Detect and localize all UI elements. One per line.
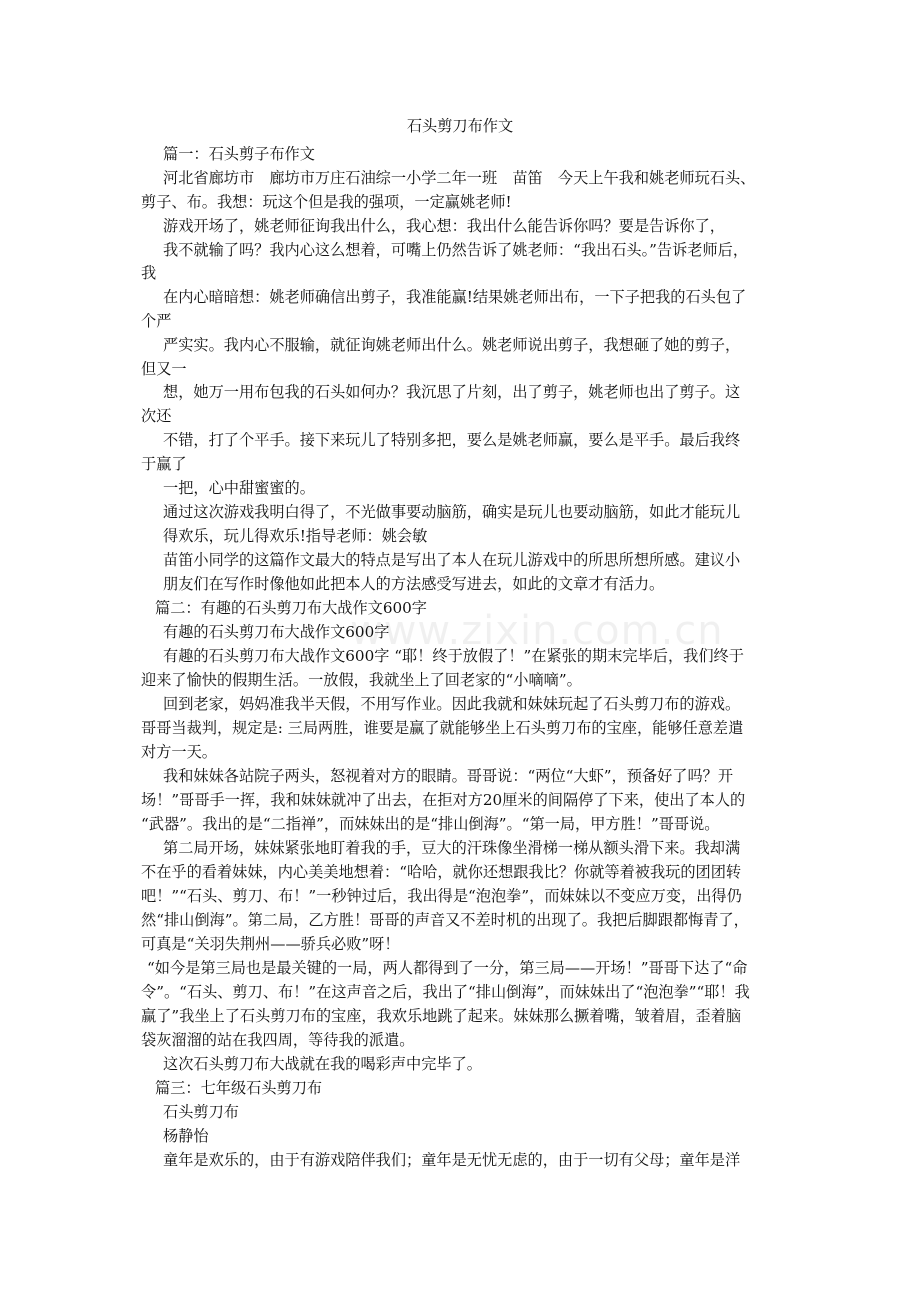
body-line: 赢了”我坐上了石头剪刀布的宝座，我欢乐地跳了起来。妹妹那么撅着嘴，皱着眉，歪着脑 <box>141 1007 742 1025</box>
body-line: 场！”哥哥手一挥，我和妹妹就冲了出去，在拒对方20厘米的间隔停了下来，使出了本人的 <box>141 791 746 809</box>
watermark: www.zixin.com.cn <box>350 608 724 654</box>
body-line: 然“排山倒海”。第二局，乙方胜！哥哥的声音又不差时机的出现了。我把后脚跟都悔青了， <box>141 911 749 929</box>
body-line: 剪子、布。我想：玩这个但是我的强项，一定赢姚老师! <box>141 193 512 211</box>
body-line: 石头剪刀布 <box>163 1103 239 1121</box>
body-line: 对方一天。 <box>141 743 217 761</box>
body-line: 得欢乐，玩儿得欢乐!指导老师：姚会敏 <box>163 527 428 545</box>
body-line: 有趣的石头剪刀布大战作文600字 “耶！终于放假了！”在紧张的期末完毕后，我们终于 <box>163 647 744 665</box>
body-line: 通过这次游戏我明白得了，不光做事要动脑筋，确实是玩儿也要动脑筋，如此才能玩儿 <box>163 503 741 521</box>
body-line: 严实实。我内心不服输，就征询姚老师出什么。姚老师说出剪子，我想砸了她的剪子， <box>163 336 741 354</box>
body-line: 游戏开场了，姚老师征询我出什么，我心想：我出什么能告诉你吗？要是告诉你了， <box>163 217 725 235</box>
body-line: 篇三：七年级石头剪刀布 <box>155 1079 323 1097</box>
body-line: “武器”。我出的是“二指禅”，而妹妹出的是“排山倒海”。“第一局，甲方胜！”哥哥说。 <box>141 815 720 833</box>
body-line: 有趣的石头剪刀布大战作文600字 <box>163 623 390 641</box>
body-line: 朋友们在写作时像他如此把本人的方法感受写进去，如此的文章才有活力。 <box>163 575 665 593</box>
body-line: 次还 <box>141 407 172 425</box>
body-line: 不在乎的看着妹妹，内心美美地想着：“哈哈，就你还想跟我比？你就等着被我玩的团团转 <box>141 863 742 881</box>
body-line: 河北省廊坊市 廊坊市万庄石油综一小学二年一班 苗笛 今天上午我和姚老师玩石头、 <box>163 169 756 187</box>
body-line: 杨静怡 <box>163 1127 209 1145</box>
body-line: 于赢了 <box>141 455 187 473</box>
body-line: 一把，心中甜蜜蜜的。 <box>163 479 315 497</box>
body-line: 哥哥当裁判，规定是: 三局两胜，谁要是赢了就能够坐上石头剪刀布的宝座，能够任意差遣 <box>141 719 744 737</box>
body-line: 篇二：有趣的石头剪刀布大战作文600字 <box>155 599 427 617</box>
body-line: 童年是欢乐的，由于有游戏陪伴我们；童年是无忧无虑的，由于一切有父母；童年是洋 <box>163 1151 741 1169</box>
body-line: 不错，打了个平手。接下来玩儿了特别多把，要么是姚老师赢，要么是平手。最后我终 <box>163 431 741 449</box>
body-line: 苗笛小同学的这篇作文最大的特点是写出了本人在玩儿游戏中的所思所想所感。建议小 <box>163 551 741 569</box>
body-line: 想，她万一用布包我的石头如何办？我沉思了片刻，出了剪子，姚老师也出了剪子。这 <box>163 383 741 401</box>
body-line: 个严 <box>141 312 172 330</box>
body-line: 我 <box>141 264 157 282</box>
document-title: 石头剪刀布作文 <box>406 117 514 135</box>
body-line: 篇一：石头剪子布作文 <box>163 145 315 163</box>
body-line: 在内心暗暗想：姚老师确信出剪子，我准能赢!结果姚老师出布，一下子把我的石头包了 <box>163 288 747 306</box>
body-line: 但又一 <box>141 360 187 378</box>
body-line: “如今是第三局也是最关键的一局，两人都得到了一分，第三局——开场！”哥哥下达了“命 <box>147 959 748 977</box>
body-line: 第二局开场，妹妹紧张地盯着我的手，豆大的汗珠像坐滑梯一梯从额头滑下来。我却满 <box>163 839 741 857</box>
body-line: 我不就输了吗？我内心这么想着，可嘴上仍然告诉了姚老师：“我出石头。”告诉老师后， <box>163 241 749 259</box>
body-line: 迎来了愉快的假期生活。一放假，我就坐上了回老家的“小嘀嘀”。 <box>141 671 582 689</box>
body-line: 回到老家，妈妈准我半天假，不用写作业。因此我就和妹妹玩起了石头剪刀布的游戏。 <box>163 695 741 713</box>
body-line: 袋灰溜溜的站在我四周，等待我的派遣。 <box>141 1031 415 1049</box>
body-line: 这次石头剪刀布大战就在我的喝彩声中完毕了。 <box>163 1055 482 1073</box>
body-line: 可真是“关羽失荆州——骄兵必败”呀！ <box>141 935 400 953</box>
body-line: 我和妹妹各站院子两头，怒视着对方的眼睛。哥哥说：“两位“大虾”，预备好了吗？开 <box>163 767 734 785</box>
body-line: 令”。“石头、剪刀、布！”在这声音之后，我出了“排山倒海”，而妹妹出了“泡泡拳”“耶！我 <box>141 983 750 1001</box>
body-line: 吧！”“石头、剪刀、布！”一秒钟过后，我出得是“泡泡拳”，而妹妹以不变应万变，出得仍 <box>141 887 742 905</box>
